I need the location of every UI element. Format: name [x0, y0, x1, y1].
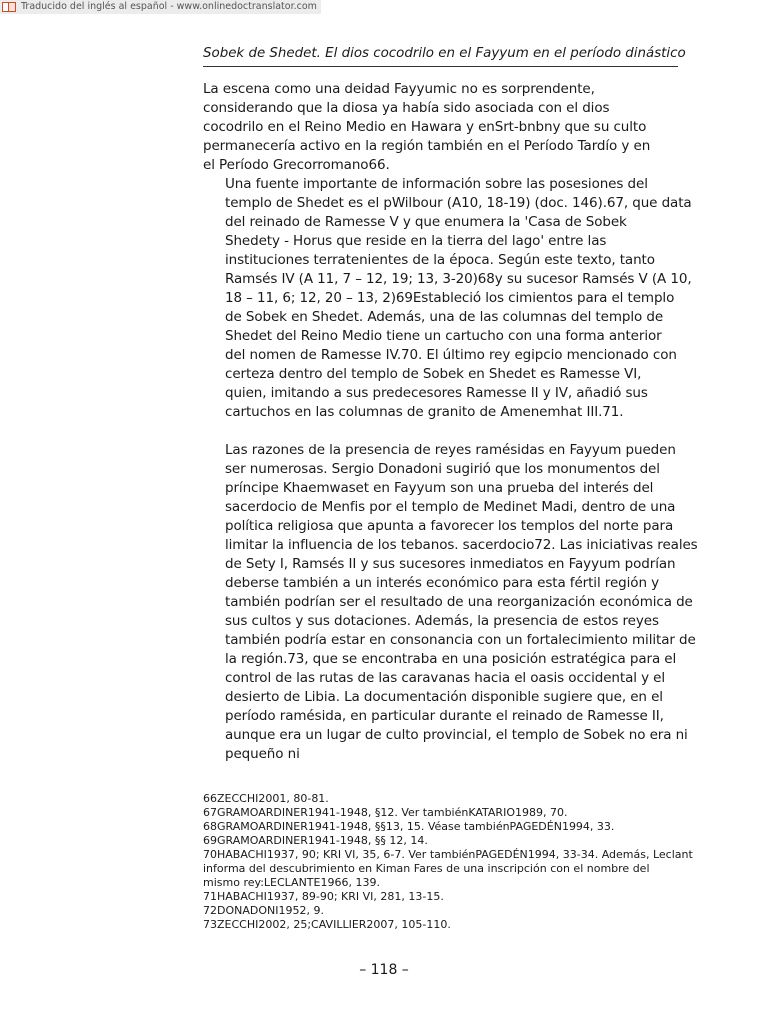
footnote-68 — [203, 820, 683, 834]
text-line: período ramésida, en particular durante el reinado de Ramesse II, — [225, 708, 664, 724]
footnote-line: 73ZECCHI2002, 25;CAVILLIER2007, 105-110. — [203, 918, 451, 931]
footnote-67 — [203, 806, 683, 820]
text-line: cartuchos en las columnas de granito de Amenemhat III.71. — [225, 404, 624, 420]
paragraph-3 — [203, 441, 698, 764]
text-line: Ramsés IV (A 11, 7 – 12, 19; 13, 3-20)68y su sucesor Ramsés V (A 10, — [225, 271, 692, 287]
text-line: permanecería activo en la región también en el Período Tardío y en — [203, 138, 651, 154]
paragraph-2 — [203, 175, 692, 422]
text-line: sus cultos y sus dotaciones. Además, la presencia de estos reyes — [225, 613, 659, 629]
footnote-71 — [203, 890, 683, 904]
footnote-line: 68GRAMOARDINER1941-1948, §§13, 15. Véase tambiénPAGEDÉN1994, 33. — [203, 820, 615, 833]
text-line: quien, imitando a sus predecesores Ramesse II y IV, añadió sus — [225, 385, 648, 401]
page-number: – 118 – — [359, 962, 409, 978]
footnote-70 — [203, 848, 693, 890]
text-line: también podría estar en consonancia con un fortalecimiento militar de — [225, 632, 696, 648]
text-line: Shedety - Horus que reside en la tierra del lago' entre las — [225, 233, 607, 249]
footnote-line: 70HABACHI1937, 90; KRI VI, 35, 6-7. Ver tambiénPAGEDÉN1994, 33-34. Además, Leclant — [203, 848, 693, 861]
text-line: Las razones de la presencia de reyes ramésidas en Fayyum pueden — [225, 442, 676, 458]
paragraph-1 — [203, 80, 683, 175]
footnote-69 — [203, 834, 683, 848]
text-line: deberse también a un interés económico para esta fértil región y — [225, 575, 659, 591]
footnote-line: 71HABACHI1937, 89-90; KRI VI, 281, 13-15. — [203, 890, 444, 903]
text-line: de Sety I, Ramsés II y sus sucesores inmediatos en Fayyum podrían — [225, 556, 676, 572]
footnote-line: mismo rey:LECLANTE1966, 139. — [203, 876, 380, 889]
text-line: considerando que la diosa ya había sido asociada con el dios — [203, 100, 610, 116]
text-line: cocodrilo en el Reino Medio en Hawara y enSrt-bnbny que su culto — [203, 119, 647, 135]
footnote-66 — [203, 792, 683, 806]
document-translator-icon — [2, 2, 17, 12]
text-line: desierto de Libia. La documentación disponible sugiere que, en el — [225, 689, 663, 705]
text-line: certeza dentro del templo de Sobek en Shedet es Ramesse VI, — [225, 366, 642, 382]
text-line: Shedet del Reino Medio tiene un cartucho con una forma anterior — [225, 328, 662, 344]
text-line: el Período Grecorromano66. — [203, 157, 390, 173]
text-line: limitar la influencia de los tebanos. sacerdocio72. Las iniciativas reales — [225, 537, 698, 553]
text-line: control de las rutas de las caravanas hacia el oasis occidental y el — [225, 670, 666, 686]
text-line: aunque era un lugar de culto provincial, el templo de Sobek no era ni — [225, 727, 688, 743]
body-text — [203, 80, 698, 764]
footnotes — [203, 792, 693, 932]
footnote-line: 66ZECCHI2001, 80-81. — [203, 792, 329, 805]
text-line: de Sobek en Shedet. Además, una de las columnas del templo de — [225, 309, 664, 325]
footnote-line: informa del descubrimiento en Kiman Fares de una inscripción con el nombre del — [203, 862, 650, 875]
text-line: La escena como una deidad Fayyumic no es sorprendente, — [203, 81, 595, 97]
text-line: sacerdocio de Menfis por el templo de Medinet Madi, dentro de una — [225, 499, 676, 515]
header-rule — [203, 66, 678, 67]
text-line: Una fuente importante de información sobre las posesiones del — [225, 176, 648, 192]
text-line: príncipe Khaemwaset en Fayyum son una prueba del interés del — [225, 480, 654, 496]
footnote-72 — [203, 904, 683, 918]
text-line: también podrían ser el resultado de una reorganización económica de — [225, 594, 693, 610]
text-line: instituciones terratenientes de la época. Según este texto, tanto — [225, 252, 655, 268]
text-line: 18 – 11, 6; 12, 20 – 13, 2)69Estableció los cimientos para el templo — [225, 290, 675, 306]
text-line: pequeño ni — [225, 746, 300, 762]
translator-banner[interactable] — [0, 0, 321, 14]
banner-link-text[interactable]: Traducido del inglés al español - www.onlinedoctranslator.com — [21, 1, 317, 12]
text-line: política religiosa que apunta a favorecer los templos del norte para — [225, 518, 674, 534]
text-line: la región.73, que se encontraba en una posición estratégica para el — [225, 651, 677, 667]
footnote-line: 69GRAMOARDINER1941-1948, §§ 12, 14. — [203, 834, 428, 847]
text-line: del nomen de Ramesse IV.70. El último rey egipcio mencionado con — [225, 347, 677, 363]
text-line: ser numerosas. Sergio Donadoni sugirió que los monumentos del — [225, 461, 660, 477]
text-line: del reinado de Ramesse V y que enumera la 'Casa de Sobek — [225, 214, 627, 230]
running-header: Sobek de Shedet. El dios cocodrilo en el Fayyum en el período dinástico — [203, 46, 686, 61]
footnote-line: 72DONADONI1952, 9. — [203, 904, 324, 917]
text-line: templo de Shedet es el pWilbour (A10, 18-19) (doc. 146).67, que data — [225, 195, 692, 211]
footnote-line: 67GRAMOARDINER1941-1948, §12. Ver tambiénKATARIO1989, 70. — [203, 806, 568, 819]
footnote-73 — [203, 918, 683, 932]
